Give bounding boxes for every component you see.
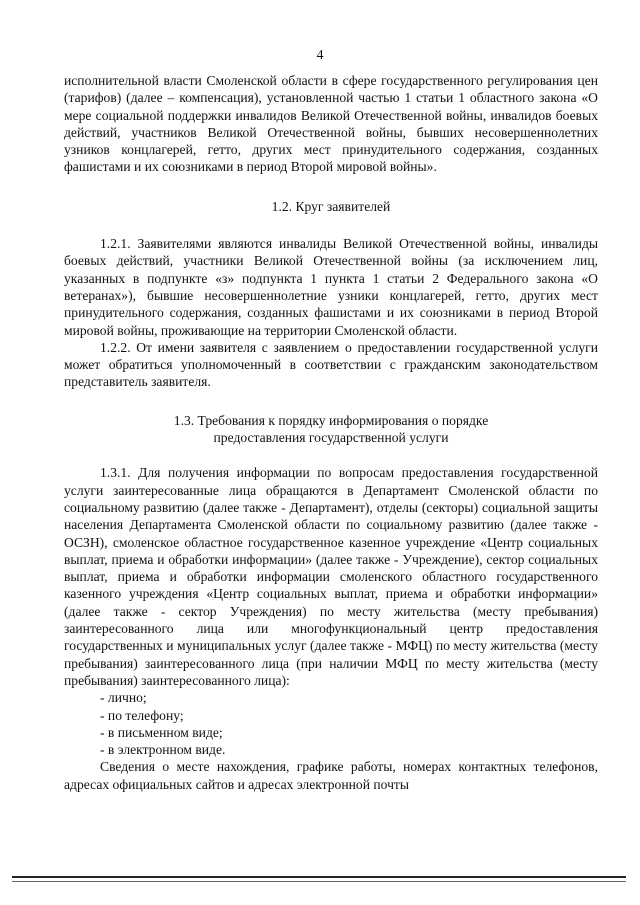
paragraph-last: Сведения о месте нахождения, графике работы, номерах контактных телефонов, адресах официальных сайтов и адресах электронной почты: [64, 759, 598, 792]
page-number: 4: [316, 48, 324, 63]
section-heading-1-3-line1: 1.3. Требования к порядку информирования о порядке: [173, 412, 489, 428]
paragraph-intro: исполнительной власти Смоленской области в сфере государственного регулирования цен (тарифов) (далее – компенсация), установленной частью 1 статьи 1 областного закона «О мере социальной поддержки инвалидов Великой Отечественной войны, инвалидов боевых действий, участников Великой Отечественной войны, бывших несовершеннолетних узников концлагерей, гетто, других мест принудительного содержания, созданных фашистами и их союзниками в период Второй мировой войны».: [64, 73, 598, 175]
list-item: - в письменном виде;: [100, 724, 223, 740]
list-item: - лично;: [100, 690, 147, 706]
section-heading-1-3: [64, 412, 598, 447]
list-item: - в электронном виде.: [100, 742, 226, 758]
list-item: - по телефону;: [100, 707, 184, 723]
paragraph-1-3-1: 1.3.1. Для получения информации по вопросам предоставления государственной услуги заинтересованные лица обращаются в Департамент Смоленской области по социальному развитию (далее также - Департамент), отделы (секторы) социальной защиты населения Департамента Смоленской области по социальному развитию (далее также - ОСЗН), смоленское областное государственное казенное учреждение «Центр социальных выплат, приема и обработки информации» (далее также - Учреждение), сектор социальных выплат, приема и обработки информации смоленского областного государственного казенного учреждения «Центр социальных выплат, приема и обработки информации» (далее также - сектор Учреждения) по месту жительства (месту пребывания) заинтересованного лица или многофункциональный центр предоставления государственных и муниципальных услуг (далее также - МФЦ) по месту жительства (месту пребывания) заинтересованного лица (при наличии МФЦ по месту жительства (месту пребывания) заинтересованного лица):: [64, 465, 598, 688]
paragraph-1-2-1: 1.2.1. Заявителями являются инвалиды Великой Отечественной войны, инвалиды боевых действий, участники Великой Отечественной войны (за исключением лиц, указанных в подпункте «з» подпункта 1 пункта 1 статьи 2 Федерального закона «О ветеранах»), бывшие несовершеннолетние узники концлагерей, гетто, других мест принудительного содержания, созданных фашистами и их союзниками в период Второй мировой войны, проживающие на территории Смоленской области.: [64, 236, 598, 338]
contact-methods-list: [64, 689, 598, 758]
section-heading-1-2: 1.2. Круг заявителей: [271, 198, 391, 214]
bottom-rule: [12, 876, 626, 878]
paragraph-1-2-2: 1.2.2. От имени заявителя с заявлением о предоставлении государственной услуги может обратиться уполномоченный в соответствии с гражданским законодательством представитель заявителя.: [64, 339, 598, 390]
bottom-rule-thin: [12, 881, 626, 882]
section-heading-1-3-line2: предоставления государственной услуги: [213, 430, 449, 446]
document-body: [64, 72, 598, 793]
